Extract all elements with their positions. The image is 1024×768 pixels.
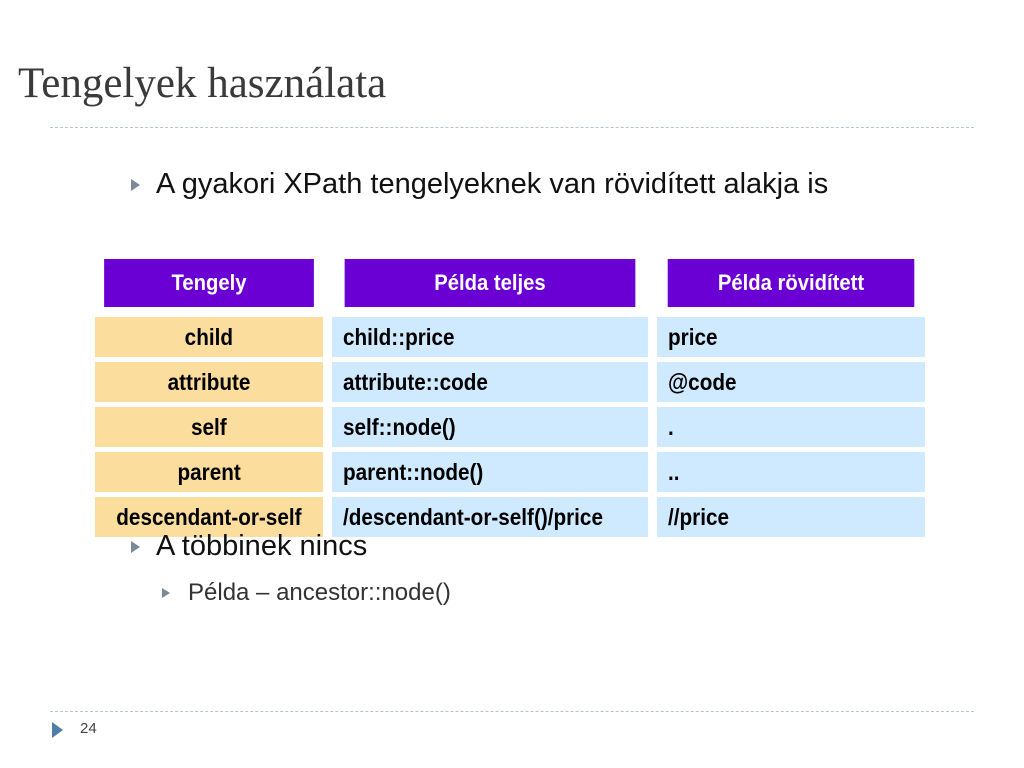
cell-text: /descendant-or-self()/price [343, 503, 603, 530]
table-cell-axis [95, 317, 323, 357]
title-divider [50, 127, 974, 128]
table-cell-full [332, 452, 648, 492]
table-cell-short [657, 362, 925, 402]
cell-text: .. [668, 458, 680, 485]
cell-text: attribute::code [343, 368, 488, 395]
bullet-others [131, 527, 367, 566]
table-cell-axis [95, 362, 323, 402]
page-number: 24 [80, 720, 97, 737]
sub-bullet-example [162, 578, 451, 608]
table-cell-full [332, 497, 648, 537]
cell-text: @code [668, 368, 737, 395]
table-cell-short [657, 407, 925, 447]
cell-text: child::price [343, 323, 455, 350]
header-short-example: Példa rövidített [668, 259, 915, 307]
cell-text: . [668, 413, 674, 440]
table-cell-short [657, 497, 925, 537]
sub-bullet-arrow-icon [162, 588, 170, 598]
table-cell-full [332, 362, 648, 402]
bullet-arrow-icon [131, 541, 140, 553]
table-cell-full [332, 317, 648, 357]
table-cell-axis [95, 452, 323, 492]
footer-arrow-icon [52, 722, 63, 738]
table-cell-short [657, 452, 925, 492]
slide-title: Tengelyek használata [18, 60, 387, 107]
cell-text: descendant-or-self [116, 503, 302, 530]
cell-text: self [191, 413, 227, 440]
header-axis: Tengely [104, 259, 314, 307]
bullet-arrow-icon [131, 179, 140, 191]
cell-text: parent::node() [343, 458, 484, 485]
header-full-example: Példa teljes [345, 259, 636, 307]
cell-text: attribute [167, 368, 251, 395]
table-cell-full [332, 407, 648, 447]
table-cell-axis [95, 407, 323, 447]
cell-text: //price [668, 503, 729, 530]
cell-text: price [668, 323, 718, 350]
footer-divider [50, 711, 974, 712]
bullet-intro [131, 165, 851, 204]
cell-text: parent [177, 458, 241, 485]
cell-text: self::node() [343, 413, 456, 440]
table-cell-short [657, 317, 925, 357]
axes-table [95, 259, 925, 537]
bullet-others-text: A többinek nincs [156, 530, 368, 562]
cell-text: child [184, 323, 234, 350]
bullet-intro-text: A gyakori XPath tengelyeknek van rövidített alakja is [156, 168, 829, 200]
sub-bullet-example-text: Példa – ancestor::node() [188, 579, 451, 606]
